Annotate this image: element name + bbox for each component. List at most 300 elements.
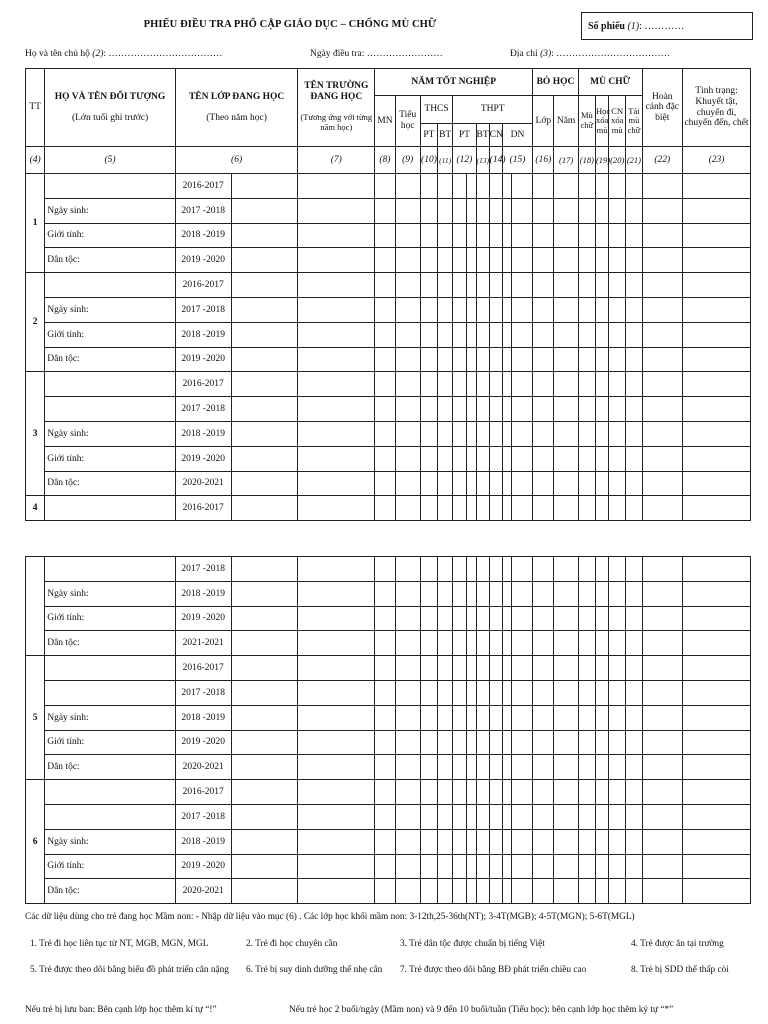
- address-field[interactable]: [510, 49, 670, 59]
- entry-cell[interactable]: [231, 829, 298, 854]
- entry-cell[interactable]: [476, 223, 489, 248]
- entry-cell[interactable]: [231, 854, 298, 879]
- entry-cell[interactable]: [595, 446, 608, 471]
- entry-cell[interactable]: [683, 705, 751, 730]
- entry-cell[interactable]: [554, 730, 578, 755]
- entry-cell[interactable]: [502, 606, 511, 631]
- entry-cell[interactable]: [642, 631, 683, 656]
- entry-cell[interactable]: [533, 854, 554, 879]
- entry-cell[interactable]: [511, 372, 532, 397]
- entry-cell[interactable]: [489, 879, 502, 904]
- entry-cell[interactable]: [489, 705, 502, 730]
- entry-cell[interactable]: [395, 680, 420, 705]
- entry-cell[interactable]: [683, 680, 751, 705]
- person-info-cell[interactable]: Giới tính:: [45, 223, 176, 248]
- entry-cell[interactable]: [476, 347, 489, 372]
- head-of-household-field[interactable]: [25, 49, 222, 59]
- entry-cell[interactable]: [626, 198, 642, 223]
- entry-cell[interactable]: [420, 606, 437, 631]
- entry-cell[interactable]: [375, 780, 395, 805]
- person-info-cell[interactable]: Ngày sinh:: [45, 581, 176, 606]
- entry-cell[interactable]: [502, 496, 511, 521]
- person-info-cell[interactable]: Dân tộc:: [45, 879, 176, 904]
- entry-cell[interactable]: [578, 174, 595, 199]
- entry-cell[interactable]: [626, 174, 642, 199]
- entry-cell[interactable]: [476, 680, 489, 705]
- entry-cell[interactable]: [395, 397, 420, 422]
- entry-cell[interactable]: [420, 496, 437, 521]
- entry-cell[interactable]: [467, 705, 476, 730]
- person-info-cell[interactable]: [45, 273, 176, 298]
- entry-cell[interactable]: [595, 273, 608, 298]
- entry-cell[interactable]: [420, 656, 437, 681]
- person-info-cell[interactable]: Ngày sinh:: [45, 829, 176, 854]
- entry-cell[interactable]: [642, 730, 683, 755]
- entry-cell[interactable]: [595, 372, 608, 397]
- entry-cell[interactable]: [554, 496, 578, 521]
- entry-cell[interactable]: [595, 780, 608, 805]
- entry-cell[interactable]: [395, 446, 420, 471]
- entry-cell[interactable]: [438, 879, 453, 904]
- entry-cell[interactable]: [609, 223, 626, 248]
- entry-cell[interactable]: [231, 223, 298, 248]
- entry-cell[interactable]: [467, 421, 476, 446]
- entry-cell[interactable]: [453, 854, 467, 879]
- entry-cell[interactable]: [533, 755, 554, 780]
- entry-cell[interactable]: [231, 705, 298, 730]
- entry-cell[interactable]: [554, 372, 578, 397]
- entry-cell[interactable]: [595, 730, 608, 755]
- person-info-cell[interactable]: Dân tộc:: [45, 631, 176, 656]
- entry-cell[interactable]: [554, 174, 578, 199]
- entry-cell[interactable]: [438, 581, 453, 606]
- entry-cell[interactable]: [438, 606, 453, 631]
- entry-cell[interactable]: [578, 854, 595, 879]
- entry-cell[interactable]: [476, 198, 489, 223]
- entry-cell[interactable]: [626, 372, 642, 397]
- entry-cell[interactable]: [642, 273, 683, 298]
- entry-cell[interactable]: [533, 680, 554, 705]
- entry-cell[interactable]: [489, 496, 502, 521]
- entry-cell[interactable]: [642, 297, 683, 322]
- entry-cell[interactable]: [578, 804, 595, 829]
- entry-cell[interactable]: [626, 557, 642, 582]
- entry-cell[interactable]: [578, 780, 595, 805]
- entry-cell[interactable]: [533, 496, 554, 521]
- entry-cell[interactable]: [298, 446, 375, 471]
- entry-cell[interactable]: [554, 347, 578, 372]
- entry-cell[interactable]: [453, 248, 467, 273]
- entry-cell[interactable]: [511, 680, 532, 705]
- entry-cell[interactable]: [578, 471, 595, 496]
- entry-cell[interactable]: [476, 705, 489, 730]
- entry-cell[interactable]: [375, 557, 395, 582]
- person-info-cell[interactable]: Ngày sinh:: [45, 198, 176, 223]
- entry-cell[interactable]: [298, 248, 375, 273]
- entry-cell[interactable]: [438, 471, 453, 496]
- entry-cell[interactable]: [683, 248, 751, 273]
- entry-cell[interactable]: [298, 631, 375, 656]
- entry-cell[interactable]: [626, 421, 642, 446]
- entry-cell[interactable]: [502, 581, 511, 606]
- entry-cell[interactable]: [609, 680, 626, 705]
- entry-cell[interactable]: [642, 854, 683, 879]
- entry-cell[interactable]: [231, 804, 298, 829]
- entry-cell[interactable]: [453, 557, 467, 582]
- entry-cell[interactable]: [578, 223, 595, 248]
- entry-cell[interactable]: [683, 397, 751, 422]
- entry-cell[interactable]: [375, 581, 395, 606]
- entry-cell[interactable]: [683, 730, 751, 755]
- entry-cell[interactable]: [395, 631, 420, 656]
- entry-cell[interactable]: [626, 446, 642, 471]
- entry-cell[interactable]: [626, 755, 642, 780]
- entry-cell[interactable]: [609, 372, 626, 397]
- entry-cell[interactable]: [626, 804, 642, 829]
- entry-cell[interactable]: [420, 273, 437, 298]
- entry-cell[interactable]: [642, 372, 683, 397]
- entry-cell[interactable]: [595, 854, 608, 879]
- entry-cell[interactable]: [476, 631, 489, 656]
- entry-cell[interactable]: [642, 397, 683, 422]
- entry-cell[interactable]: [467, 631, 476, 656]
- entry-cell[interactable]: [502, 631, 511, 656]
- entry-cell[interactable]: [476, 854, 489, 879]
- entry-cell[interactable]: [298, 174, 375, 199]
- entry-cell[interactable]: [595, 471, 608, 496]
- entry-cell[interactable]: [578, 755, 595, 780]
- so-phieu-box[interactable]: [581, 12, 753, 40]
- entry-cell[interactable]: [438, 730, 453, 755]
- entry-cell[interactable]: [467, 606, 476, 631]
- entry-cell[interactable]: [642, 446, 683, 471]
- entry-cell[interactable]: [642, 581, 683, 606]
- entry-cell[interactable]: [595, 879, 608, 904]
- entry-cell[interactable]: [595, 397, 608, 422]
- entry-cell[interactable]: [476, 421, 489, 446]
- entry-cell[interactable]: [395, 421, 420, 446]
- entry-cell[interactable]: [578, 557, 595, 582]
- entry-cell[interactable]: [438, 656, 453, 681]
- survey-date-field[interactable]: Ngày điều tra: ……………………: [310, 49, 443, 59]
- entry-cell[interactable]: [609, 854, 626, 879]
- entry-cell[interactable]: [420, 581, 437, 606]
- entry-cell[interactable]: [683, 174, 751, 199]
- entry-cell[interactable]: [375, 322, 395, 347]
- entry-cell[interactable]: [533, 631, 554, 656]
- entry-cell[interactable]: [554, 581, 578, 606]
- entry-cell[interactable]: [231, 198, 298, 223]
- entry-cell[interactable]: [626, 780, 642, 805]
- entry-cell[interactable]: [595, 248, 608, 273]
- entry-cell[interactable]: [511, 223, 532, 248]
- entry-cell[interactable]: [609, 347, 626, 372]
- entry-cell[interactable]: [683, 581, 751, 606]
- entry-cell[interactable]: [375, 631, 395, 656]
- entry-cell[interactable]: [420, 421, 437, 446]
- entry-cell[interactable]: [453, 879, 467, 904]
- entry-cell[interactable]: [298, 471, 375, 496]
- person-info-cell[interactable]: [45, 496, 176, 521]
- entry-cell[interactable]: [489, 347, 502, 372]
- entry-cell[interactable]: [476, 879, 489, 904]
- person-info-cell[interactable]: Dân tộc:: [45, 347, 176, 372]
- entry-cell[interactable]: [467, 471, 476, 496]
- entry-cell[interactable]: [595, 174, 608, 199]
- entry-cell[interactable]: [642, 804, 683, 829]
- entry-cell[interactable]: [476, 372, 489, 397]
- entry-cell[interactable]: [626, 854, 642, 879]
- entry-cell[interactable]: [683, 273, 751, 298]
- person-info-cell[interactable]: [45, 680, 176, 705]
- entry-cell[interactable]: [489, 854, 502, 879]
- entry-cell[interactable]: [642, 780, 683, 805]
- entry-cell[interactable]: [511, 471, 532, 496]
- entry-cell[interactable]: [453, 322, 467, 347]
- entry-cell[interactable]: [467, 780, 476, 805]
- entry-cell[interactable]: [476, 397, 489, 422]
- person-info-cell[interactable]: Dân tộc:: [45, 755, 176, 780]
- entry-cell[interactable]: [578, 322, 595, 347]
- entry-cell[interactable]: [609, 879, 626, 904]
- entry-cell[interactable]: [231, 879, 298, 904]
- entry-cell[interactable]: [609, 273, 626, 298]
- person-info-cell[interactable]: Dân tộc:: [45, 248, 176, 273]
- entry-cell[interactable]: [375, 397, 395, 422]
- entry-cell[interactable]: [502, 372, 511, 397]
- entry-cell[interactable]: [489, 730, 502, 755]
- entry-cell[interactable]: [489, 780, 502, 805]
- entry-cell[interactable]: [375, 372, 395, 397]
- entry-cell[interactable]: [595, 223, 608, 248]
- entry-cell[interactable]: [502, 297, 511, 322]
- entry-cell[interactable]: [298, 755, 375, 780]
- entry-cell[interactable]: [476, 581, 489, 606]
- entry-cell[interactable]: [683, 829, 751, 854]
- entry-cell[interactable]: [511, 198, 532, 223]
- entry-cell[interactable]: [453, 730, 467, 755]
- entry-cell[interactable]: [438, 680, 453, 705]
- entry-cell[interactable]: [231, 372, 298, 397]
- entry-cell[interactable]: [554, 557, 578, 582]
- entry-cell[interactable]: [533, 421, 554, 446]
- entry-cell[interactable]: [578, 347, 595, 372]
- entry-cell[interactable]: [467, 581, 476, 606]
- entry-cell[interactable]: [609, 755, 626, 780]
- entry-cell[interactable]: [609, 730, 626, 755]
- entry-cell[interactable]: [533, 780, 554, 805]
- entry-cell[interactable]: [375, 879, 395, 904]
- entry-cell[interactable]: [420, 705, 437, 730]
- entry-cell[interactable]: [502, 780, 511, 805]
- entry-cell[interactable]: [375, 198, 395, 223]
- entry-cell[interactable]: [502, 755, 511, 780]
- entry-cell[interactable]: [595, 829, 608, 854]
- entry-cell[interactable]: [467, 730, 476, 755]
- entry-cell[interactable]: [626, 322, 642, 347]
- entry-cell[interactable]: [438, 854, 453, 879]
- entry-cell[interactable]: [489, 273, 502, 298]
- entry-cell[interactable]: [554, 680, 578, 705]
- entry-cell[interactable]: [420, 680, 437, 705]
- entry-cell[interactable]: [489, 804, 502, 829]
- entry-cell[interactable]: [453, 829, 467, 854]
- entry-cell[interactable]: [420, 780, 437, 805]
- entry-cell[interactable]: [502, 174, 511, 199]
- entry-cell[interactable]: [554, 421, 578, 446]
- entry-cell[interactable]: [626, 397, 642, 422]
- entry-cell[interactable]: [595, 557, 608, 582]
- entry-cell[interactable]: [683, 223, 751, 248]
- entry-cell[interactable]: [683, 755, 751, 780]
- entry-cell[interactable]: [502, 705, 511, 730]
- entry-cell[interactable]: [453, 471, 467, 496]
- entry-cell[interactable]: [438, 755, 453, 780]
- entry-cell[interactable]: [626, 496, 642, 521]
- entry-cell[interactable]: [438, 705, 453, 730]
- entry-cell[interactable]: [438, 198, 453, 223]
- entry-cell[interactable]: [453, 446, 467, 471]
- entry-cell[interactable]: [395, 606, 420, 631]
- person-info-cell[interactable]: Ngày sinh:: [45, 705, 176, 730]
- entry-cell[interactable]: [578, 372, 595, 397]
- entry-cell[interactable]: [420, 471, 437, 496]
- entry-cell[interactable]: [533, 446, 554, 471]
- entry-cell[interactable]: [578, 606, 595, 631]
- entry-cell[interactable]: [438, 397, 453, 422]
- entry-cell[interactable]: [511, 879, 532, 904]
- entry-cell[interactable]: [511, 446, 532, 471]
- entry-cell[interactable]: [395, 829, 420, 854]
- entry-cell[interactable]: [375, 471, 395, 496]
- entry-cell[interactable]: [626, 631, 642, 656]
- entry-cell[interactable]: [533, 705, 554, 730]
- person-info-cell[interactable]: [45, 656, 176, 681]
- person-info-cell[interactable]: Dân tộc:: [45, 471, 176, 496]
- entry-cell[interactable]: [578, 421, 595, 446]
- entry-cell[interactable]: [578, 631, 595, 656]
- entry-cell[interactable]: [420, 174, 437, 199]
- entry-cell[interactable]: [395, 705, 420, 730]
- entry-cell[interactable]: [533, 656, 554, 681]
- entry-cell[interactable]: [453, 606, 467, 631]
- entry-cell[interactable]: [395, 656, 420, 681]
- entry-cell[interactable]: [595, 421, 608, 446]
- entry-cell[interactable]: [502, 198, 511, 223]
- entry-cell[interactable]: [453, 581, 467, 606]
- entry-cell[interactable]: [554, 397, 578, 422]
- entry-cell[interactable]: [395, 223, 420, 248]
- entry-cell[interactable]: [375, 680, 395, 705]
- entry-cell[interactable]: [511, 397, 532, 422]
- entry-cell[interactable]: [642, 755, 683, 780]
- entry-cell[interactable]: [453, 680, 467, 705]
- entry-cell[interactable]: [533, 804, 554, 829]
- entry-cell[interactable]: [502, 322, 511, 347]
- entry-cell[interactable]: [438, 557, 453, 582]
- entry-cell[interactable]: [642, 680, 683, 705]
- entry-cell[interactable]: [231, 347, 298, 372]
- entry-cell[interactable]: [595, 705, 608, 730]
- entry-cell[interactable]: [231, 631, 298, 656]
- entry-cell[interactable]: [375, 854, 395, 879]
- entry-cell[interactable]: [395, 755, 420, 780]
- entry-cell[interactable]: [578, 397, 595, 422]
- entry-cell[interactable]: [395, 557, 420, 582]
- entry-cell[interactable]: [298, 656, 375, 681]
- entry-cell[interactable]: [609, 471, 626, 496]
- entry-cell[interactable]: [554, 606, 578, 631]
- entry-cell[interactable]: [595, 322, 608, 347]
- entry-cell[interactable]: [298, 606, 375, 631]
- entry-cell[interactable]: [395, 496, 420, 521]
- entry-cell[interactable]: [467, 297, 476, 322]
- entry-cell[interactable]: [533, 174, 554, 199]
- entry-cell[interactable]: [375, 804, 395, 829]
- entry-cell[interactable]: [453, 174, 467, 199]
- entry-cell[interactable]: [476, 730, 489, 755]
- entry-cell[interactable]: [476, 804, 489, 829]
- entry-cell[interactable]: [511, 656, 532, 681]
- entry-cell[interactable]: [554, 322, 578, 347]
- entry-cell[interactable]: [375, 446, 395, 471]
- entry-cell[interactable]: [438, 248, 453, 273]
- entry-cell[interactable]: [511, 347, 532, 372]
- entry-cell[interactable]: [231, 397, 298, 422]
- entry-cell[interactable]: [554, 755, 578, 780]
- entry-cell[interactable]: [438, 804, 453, 829]
- person-info-cell[interactable]: Giới tính:: [45, 322, 176, 347]
- entry-cell[interactable]: [467, 446, 476, 471]
- entry-cell[interactable]: [395, 879, 420, 904]
- entry-cell[interactable]: [298, 496, 375, 521]
- entry-cell[interactable]: [642, 322, 683, 347]
- entry-cell[interactable]: [395, 273, 420, 298]
- entry-cell[interactable]: [683, 421, 751, 446]
- entry-cell[interactable]: [595, 297, 608, 322]
- entry-cell[interactable]: [533, 297, 554, 322]
- entry-cell[interactable]: [511, 631, 532, 656]
- entry-cell[interactable]: [438, 322, 453, 347]
- entry-cell[interactable]: [489, 606, 502, 631]
- entry-cell[interactable]: [489, 223, 502, 248]
- entry-cell[interactable]: [609, 397, 626, 422]
- entry-cell[interactable]: [467, 248, 476, 273]
- entry-cell[interactable]: [554, 854, 578, 879]
- entry-cell[interactable]: [609, 322, 626, 347]
- entry-cell[interactable]: [578, 705, 595, 730]
- entry-cell[interactable]: [511, 248, 532, 273]
- entry-cell[interactable]: [683, 854, 751, 879]
- entry-cell[interactable]: [298, 705, 375, 730]
- entry-cell[interactable]: [511, 496, 532, 521]
- entry-cell[interactable]: [231, 248, 298, 273]
- entry-cell[interactable]: [554, 198, 578, 223]
- entry-cell[interactable]: [554, 223, 578, 248]
- entry-cell[interactable]: [298, 273, 375, 298]
- entry-cell[interactable]: [231, 557, 298, 582]
- entry-cell[interactable]: [375, 829, 395, 854]
- entry-cell[interactable]: [395, 248, 420, 273]
- entry-cell[interactable]: [609, 446, 626, 471]
- entry-cell[interactable]: [231, 322, 298, 347]
- entry-cell[interactable]: [489, 198, 502, 223]
- entry-cell[interactable]: [467, 372, 476, 397]
- person-info-cell[interactable]: [45, 780, 176, 805]
- entry-cell[interactable]: [578, 680, 595, 705]
- entry-cell[interactable]: [489, 397, 502, 422]
- entry-cell[interactable]: [420, 297, 437, 322]
